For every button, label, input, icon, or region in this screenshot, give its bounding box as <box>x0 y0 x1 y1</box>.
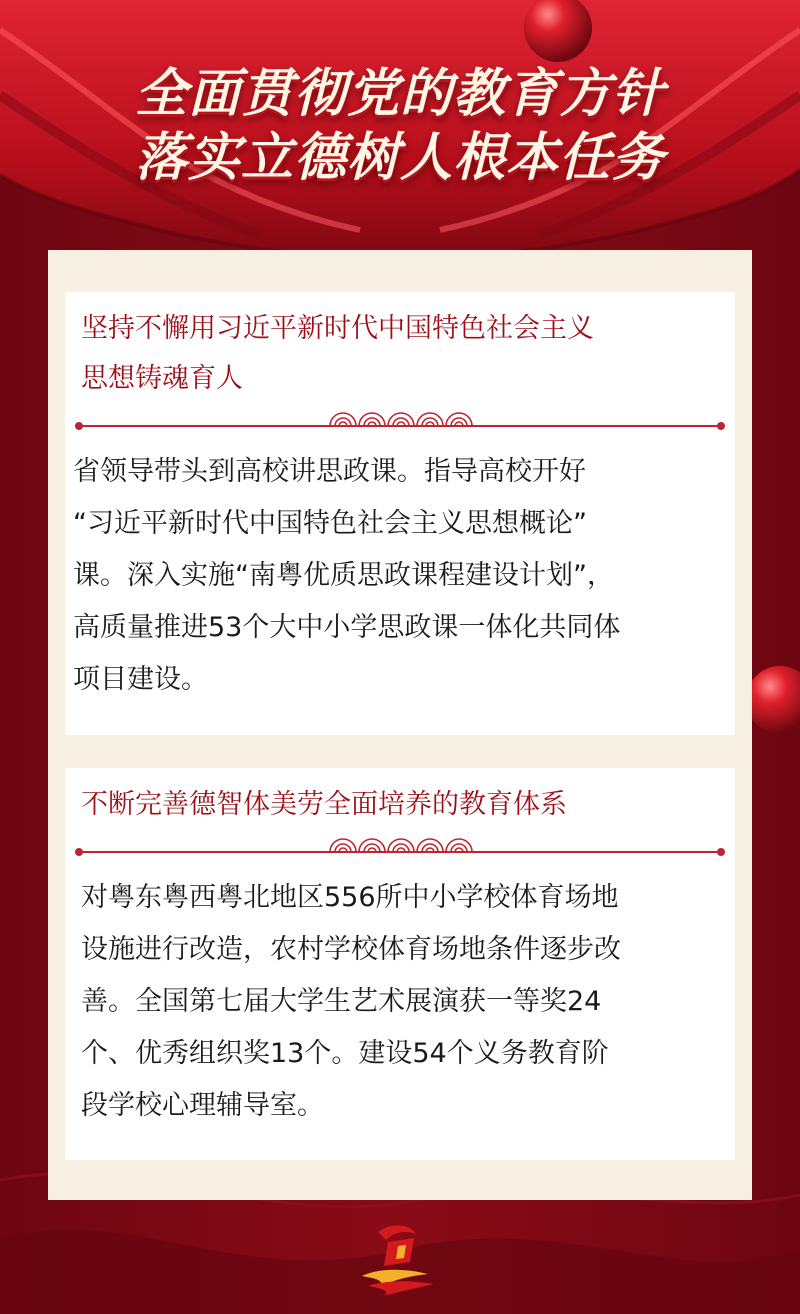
section-body-2-line-1: 对粤东粤西粤北地区556所中小学校体育场地 <box>81 882 619 913</box>
section-body-2-line-2: 设施进行改造，农村学校体育场地条件逐步改 <box>81 934 621 965</box>
section-body-1-line-1: 省领导带头到高校讲思政课。指导高校开好 <box>73 456 586 487</box>
section-title-2-line-1: 不断完善德智体美劳全面培养的教育体系 <box>81 789 567 820</box>
section-title-1-line-1: 坚持不懈用习近平新时代中国特色社会主义 <box>81 313 594 344</box>
section-card-1 <box>65 292 735 735</box>
page-title-line-2: 落实立德树人根本任务 <box>134 128 665 188</box>
section-title-1-line-2: 思想铸魂育人 <box>81 363 243 394</box>
section-body-1-line-4: 高质量推进53个大中小学思政课一体化共同体 <box>73 612 621 643</box>
section-body-1-line-5: 项目建设。 <box>73 664 208 695</box>
section-body-2-line-5: 段学校心理辅导室。 <box>81 1090 324 1121</box>
section-title-1 <box>81 304 719 404</box>
section-body-2-line-4: 个、优秀组织奖13个。建设54个义务教育阶 <box>81 1038 609 1069</box>
section-body-2 <box>81 872 727 1132</box>
section-title-2 <box>81 780 719 830</box>
auspicious-cloud-icon <box>330 413 472 426</box>
section-body-1 <box>73 446 733 706</box>
section-card-2 <box>65 768 735 1160</box>
section-body-1-line-2: “习近平新时代中国特色社会主义思想概论” <box>73 508 587 539</box>
section-body-2-line-3: 善。全国第七届大学生艺术展演获一等奖24 <box>81 986 602 1017</box>
section-body-1-line-3: 课。深入实施“南粤优质思政课程建设计划”， <box>73 560 614 591</box>
auspicious-cloud-icon <box>330 839 472 852</box>
page-title <box>0 62 800 190</box>
section-divider-1 <box>73 410 727 432</box>
emblem-logo-icon <box>358 1222 438 1298</box>
page-title-line-1: 全面贯彻党的教育方针 <box>134 64 665 124</box>
section-divider-2 <box>73 836 727 858</box>
